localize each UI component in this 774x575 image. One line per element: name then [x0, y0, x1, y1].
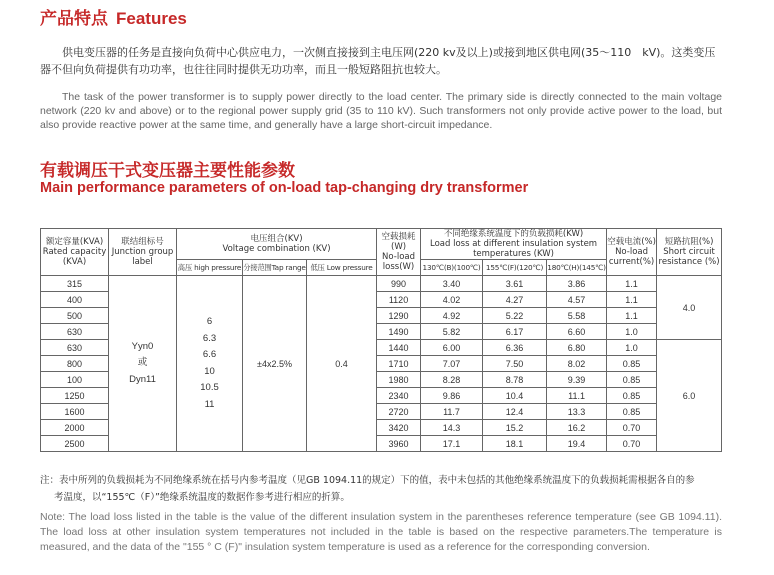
- cell-capacity: 2000: [41, 420, 109, 436]
- header-capacity: 额定容量(KVA) Rated capacity (KVA): [41, 229, 109, 276]
- cell-current: 0.70: [607, 436, 657, 452]
- cell-current: 1.1: [607, 292, 657, 308]
- cell-current: 0.70: [607, 420, 657, 436]
- features-title-cn: 产品特点: [40, 9, 108, 29]
- cell-current: 0.85: [607, 404, 657, 420]
- features-heading: [40, 4, 187, 29]
- header-temp-180: 180℃(H)(145℃): [547, 260, 607, 276]
- features-title-en: Features: [116, 9, 187, 28]
- cell-noload: 1120: [377, 292, 421, 308]
- cell-t180: 19.4: [547, 436, 607, 452]
- cell-t130: 14.3: [421, 420, 483, 436]
- params-title-en: Main performance parameters of on-load tap-changing dry transformer: [40, 180, 529, 196]
- cell-t155: 6.17: [483, 324, 547, 340]
- header-group: 联结组标号 Junction group label: [109, 229, 177, 276]
- cell-t155: 12.4: [483, 404, 547, 420]
- cell-t130: 11.7: [421, 404, 483, 420]
- note-cn-line1: 注：表中所列的负载损耗为不同绝缘系统在括号内参考温度（见GB 1094.11的规定）下的值，表中未包括的其他绝缘系统温度下的负载损耗需根据各自的参: [40, 475, 695, 486]
- parameters-table: [40, 228, 722, 452]
- cell-noload: 2340: [377, 388, 421, 404]
- note-cn: [40, 472, 730, 506]
- cell-t180: 16.2: [547, 420, 607, 436]
- note-cn-line2: 考温度，以“155℃（F）”绝缘系统温度的数据作参考进行相应的折算。: [54, 492, 350, 503]
- cell-impedance-a: 4.0: [657, 276, 722, 340]
- cell-t130: 4.92: [421, 308, 483, 324]
- header-temp-130: 130℃(B)(100℃): [421, 260, 483, 276]
- cell-current: 1.0: [607, 324, 657, 340]
- cell-t180: 4.57: [547, 292, 607, 308]
- cell-capacity: 400: [41, 292, 109, 308]
- cell-t130: 9.86: [421, 388, 483, 404]
- cell-low-voltage: 0.4: [307, 276, 377, 452]
- cell-capacity: 800: [41, 356, 109, 372]
- cell-t155: 6.36: [483, 340, 547, 356]
- cell-t130: 3.40: [421, 276, 483, 292]
- cell-t180: 6.80: [547, 340, 607, 356]
- cell-t130: 6.00: [421, 340, 483, 356]
- cell-t180: 3.86: [547, 276, 607, 292]
- cell-t155: 5.22: [483, 308, 547, 324]
- cell-t155: 15.2: [483, 420, 547, 436]
- table-row: [41, 276, 722, 292]
- features-paragraph-cn: 供电变压器的任务是直接向负荷中心供应电力，一次侧直接接到主电压网(220 kv及以上)或接到地区供电网(35～110 kV)。这类变压器不但向负荷提供有功功率，也往往同时提供无功功率，而且一般短路阻抗也较大。: [40, 46, 716, 76]
- cell-noload: 990: [377, 276, 421, 292]
- cell-capacity: 630: [41, 340, 109, 356]
- cell-capacity: 315: [41, 276, 109, 292]
- cell-t155: 8.78: [483, 372, 547, 388]
- note-en: Note: The load loss listed in the table is the value of the different insulation system in the parentheses reference temperature (see GB 1094.11). The load loss at other insulation system temperatures not included in the table is based on the respective parameters.The temperature is measured, and the data of the "155 ° C (F)" insulation system temperature is used as a reference for the corresponding conversion.: [40, 511, 722, 553]
- cell-current: 0.85: [607, 372, 657, 388]
- cell-capacity: 2500: [41, 436, 109, 452]
- header-tap-range: 分接范围Tap range: [243, 260, 307, 276]
- cell-t130: 4.02: [421, 292, 483, 308]
- cell-t130: 8.28: [421, 372, 483, 388]
- cell-noload: 1980: [377, 372, 421, 388]
- cell-t180: 5.58: [547, 308, 607, 324]
- cell-noload: 1490: [377, 324, 421, 340]
- cell-t130: 17.1: [421, 436, 483, 452]
- header-noload-loss: 空载损耗(W) No-load loss(W): [377, 229, 421, 276]
- cell-current: 1.1: [607, 276, 657, 292]
- cell-noload: 1290: [377, 308, 421, 324]
- cell-high-voltage: 6 6.3 6.6 10 10.5 11: [177, 276, 243, 452]
- cell-tap-range: ±4x2.5%: [243, 276, 307, 452]
- cell-current: 0.85: [607, 388, 657, 404]
- cell-t180: 6.60: [547, 324, 607, 340]
- header-load-loss: 不同绝缘系统温度下的负载损耗(KW) Load loss at different insulation system temperatures (KW): [421, 229, 607, 260]
- cell-noload: 3420: [377, 420, 421, 436]
- cell-capacity: 100: [41, 372, 109, 388]
- cell-capacity: 500: [41, 308, 109, 324]
- cell-noload: 2720: [377, 404, 421, 420]
- cell-t155: 10.4: [483, 388, 547, 404]
- cell-t155: 3.61: [483, 276, 547, 292]
- cell-noload: 3960: [377, 436, 421, 452]
- cell-impedance-b: 6.0: [657, 340, 722, 452]
- cell-t180: 13.3: [547, 404, 607, 420]
- header-impedance: 短路抗阻(%) Short circuit resistance (%): [657, 229, 722, 276]
- cell-capacity: 1250: [41, 388, 109, 404]
- cell-noload: 1440: [377, 340, 421, 356]
- header-noload-current: 空载电流(%) No-load current(%): [607, 229, 657, 276]
- cell-t130: 7.07: [421, 356, 483, 372]
- cell-t180: 9.39: [547, 372, 607, 388]
- params-title-cn: 有载调压干式变压器主要性能参数: [40, 161, 295, 181]
- cell-current: 0.85: [607, 356, 657, 372]
- cell-current: 1.1: [607, 308, 657, 324]
- cell-noload: 1710: [377, 356, 421, 372]
- cell-t155: 7.50: [483, 356, 547, 372]
- header-high-voltage: 高压 high pressure: [177, 260, 243, 276]
- header-voltage: 电压组合(KV) Voltage combination (KV): [177, 229, 377, 260]
- cell-t155: 4.27: [483, 292, 547, 308]
- cell-t180: 11.1: [547, 388, 607, 404]
- cell-t155: 18.1: [483, 436, 547, 452]
- cell-current: 1.0: [607, 340, 657, 356]
- header-low-voltage: 低压 Low pressure: [307, 260, 377, 276]
- cell-t180: 8.02: [547, 356, 607, 372]
- cell-t130: 5.82: [421, 324, 483, 340]
- cell-capacity: 1600: [41, 404, 109, 420]
- cell-group: Yyn0 或 Dyn11: [109, 276, 177, 452]
- features-paragraph-en: The task of the power transformer is to supply power directly to the load center. The primary side is directly connected to the main voltage network (220 kv and above) or to the regional power supply grid (35 to 110 kV). Such transformers not only provide active power to the load, but also provide reactive power at the same time, and generally have a large short-circuit impedance.: [40, 91, 722, 131]
- header-temp-155: 155℃(F)(120℃): [483, 260, 547, 276]
- cell-capacity: 630: [41, 324, 109, 340]
